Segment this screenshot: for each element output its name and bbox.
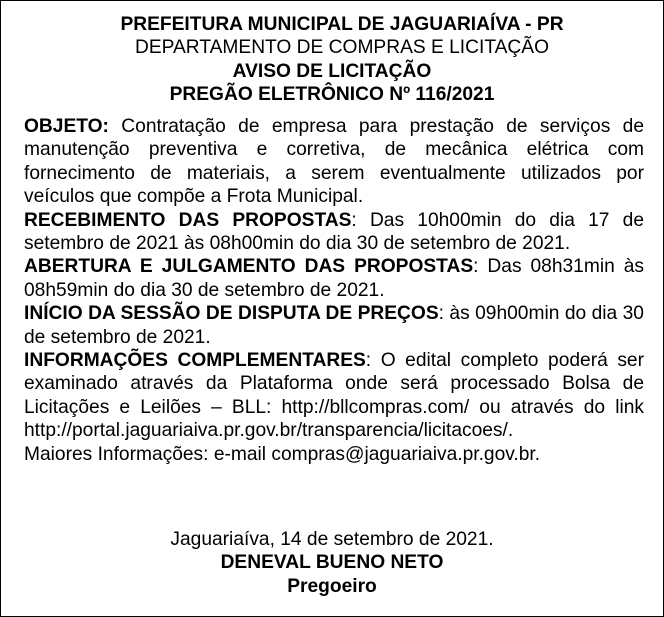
section-recebimento-label: RECEBIMENTO DAS PROPOSTAS	[24, 209, 352, 231]
notice-type-title: AVISO DE LICITAÇÃO	[232, 60, 432, 82]
section-objeto-label: OBJETO:	[24, 116, 109, 137]
section-inicio	[24, 302, 644, 349]
section-abertura	[24, 255, 644, 302]
signature-date: Jaguariaíva, 14 de setembro de 2021.	[170, 529, 494, 550]
signatory-name: DENEVAL BUENO NETO	[220, 552, 444, 574]
section-inicio-text: : às 09h00min do dia 30 de setembro de 2021.	[24, 303, 644, 348]
section-inicio-label: INÍCIO DA SESSÃO DE DISPUTA DE PREÇOS	[24, 303, 439, 325]
section-abertura-text: : Das 08h31min às 08h59min do dia 30 de setembro de 2021.	[24, 256, 645, 301]
notice-body	[24, 115, 644, 466]
notice-header	[1, 13, 663, 107]
signatory-role: Pregoeiro	[287, 575, 377, 597]
section-informacoes-text: : O edital completo poderá ser examinado através da Plataforma onde será processado Bolsa de Licitações e Leilões – BLL: http://bllcompras.com/ ou através do link http://portal.jaguariaiva.pr.gov.br/transparencia/licitacoes/.	[24, 350, 644, 442]
section-informacoes-label: INFORMAÇÕES COMPLEMENTARES	[24, 350, 366, 372]
section-abertura-label: ABERTURA E JULGAMENTO DAS PROPOSTAS	[24, 256, 474, 278]
notice-footer	[1, 528, 663, 598]
municipality-title: PREFEITURA MUNICIPAL DE JAGUARIAÍVA - PR	[120, 14, 564, 35]
section-informacoes	[24, 349, 644, 443]
section-recebimento	[24, 209, 644, 256]
section-objeto-text: Contratação de empresa para prestação de serviços de manutenção preventiva e corretiva, de mecânica elétrica com fornecimento de materiais, a serem eventualmente utilizados por veículos que compõe a Frota Municipal.	[24, 116, 644, 208]
section-recebimento-text: : Das 10h00min do dia 17 de setembro de 2021 às 08h00min do dia 30 de setembro de 2021.	[24, 209, 644, 255]
department-title: DEPARTAMENTO DE COMPRAS E LICITAÇÃO	[134, 37, 550, 59]
section-objeto	[24, 115, 644, 209]
section-maiores-informacoes: Maiores Informações: e-mail compras@jaguariaiva.pr.gov.br.	[24, 443, 541, 465]
auction-number-title: PREGÃO ELETRÔNICO Nº 116/2021	[169, 84, 495, 106]
